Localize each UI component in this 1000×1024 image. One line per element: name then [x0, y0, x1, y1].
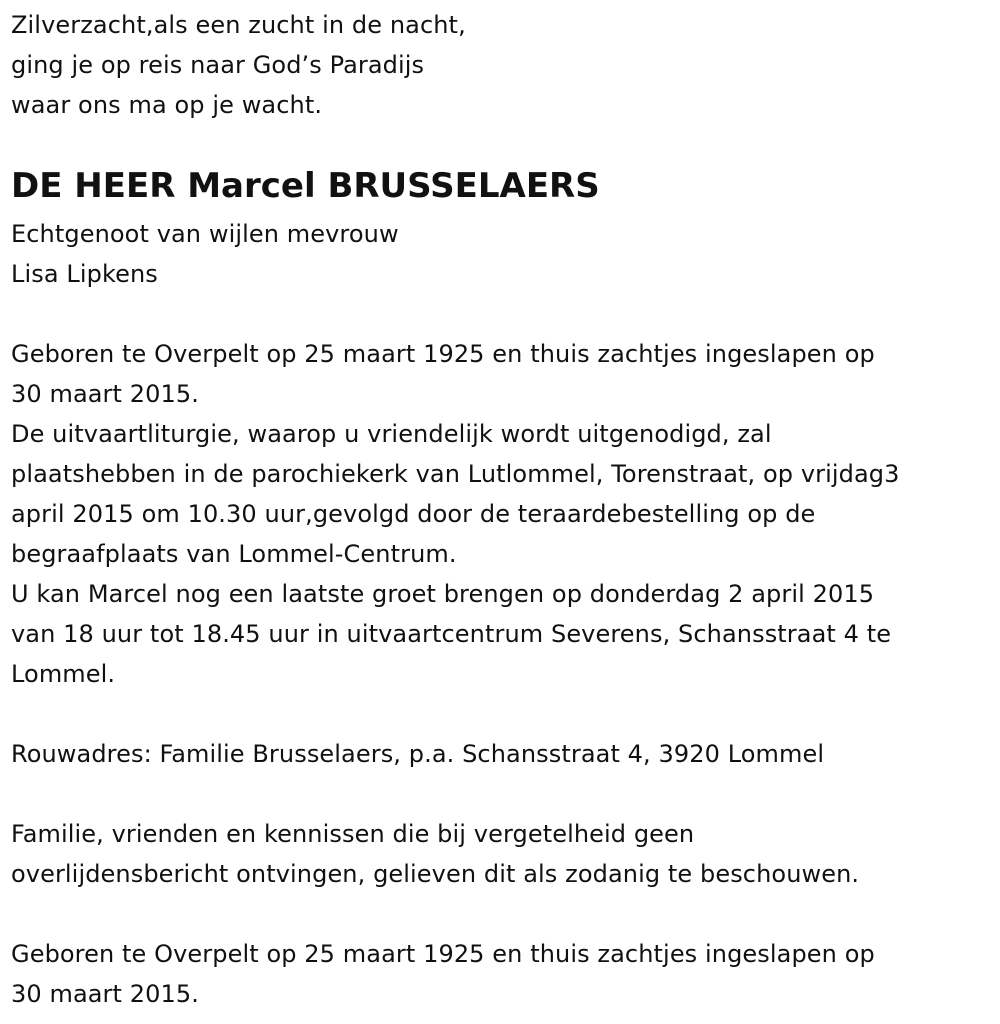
announcement-line: begraafplaats van Lommel-Centrum.	[11, 540, 457, 568]
announcement-line: plaatshebben in de parochiekerk van Lutlommel, Torenstraat, op vrijdag3	[11, 460, 900, 488]
announcement-line: 30 maart 2015.	[11, 380, 199, 408]
announcement-line: U kan Marcel nog een laatste groet brengen op donderdag 2 april 2015	[11, 580, 875, 608]
notice-line: overlijdensbericht ontvingen, gelieven dit als zodanig te beschouwen.	[11, 860, 860, 888]
poem-line: waar ons ma op je wacht.	[11, 91, 323, 119]
announcement-line: april 2015 om 10.30 uur,gevolgd door de teraardebestelling op de	[11, 500, 816, 528]
notice-line: Familie, vrienden en kennissen die bij vergetelheid geen	[11, 820, 695, 848]
deceased-name-title: DE HEER Marcel BRUSSELAERS	[11, 166, 600, 206]
spouse-line: Lisa Lipkens	[11, 260, 158, 288]
poem-line: Zilverzacht,als een zucht in de nacht,	[11, 11, 466, 39]
announcement-line: Lommel.	[11, 660, 116, 688]
repeat-announcement-line: 30 maart 2015.	[11, 980, 199, 1008]
spouse-line: Echtgenoot van wijlen mevrouw	[11, 220, 399, 248]
announcement-line: De uitvaartliturgie, waarop u vriendelijk wordt uitgenodigd, zal	[11, 420, 772, 448]
mourning-address: Rouwadres: Familie Brusselaers, p.a. Schansstraat 4, 3920 Lommel	[11, 740, 825, 768]
announcement-line: Geboren te Overpelt op 25 maart 1925 en thuis zachtjes ingeslapen op	[11, 340, 875, 368]
repeat-announcement-line: Geboren te Overpelt op 25 maart 1925 en thuis zachtjes ingeslapen op	[11, 940, 875, 968]
poem-line: ging je op reis naar God’s Paradijs	[11, 51, 425, 79]
announcement-line: van 18 uur tot 18.45 uur in uitvaartcentrum Severens, Schansstraat 4 te	[11, 620, 892, 648]
